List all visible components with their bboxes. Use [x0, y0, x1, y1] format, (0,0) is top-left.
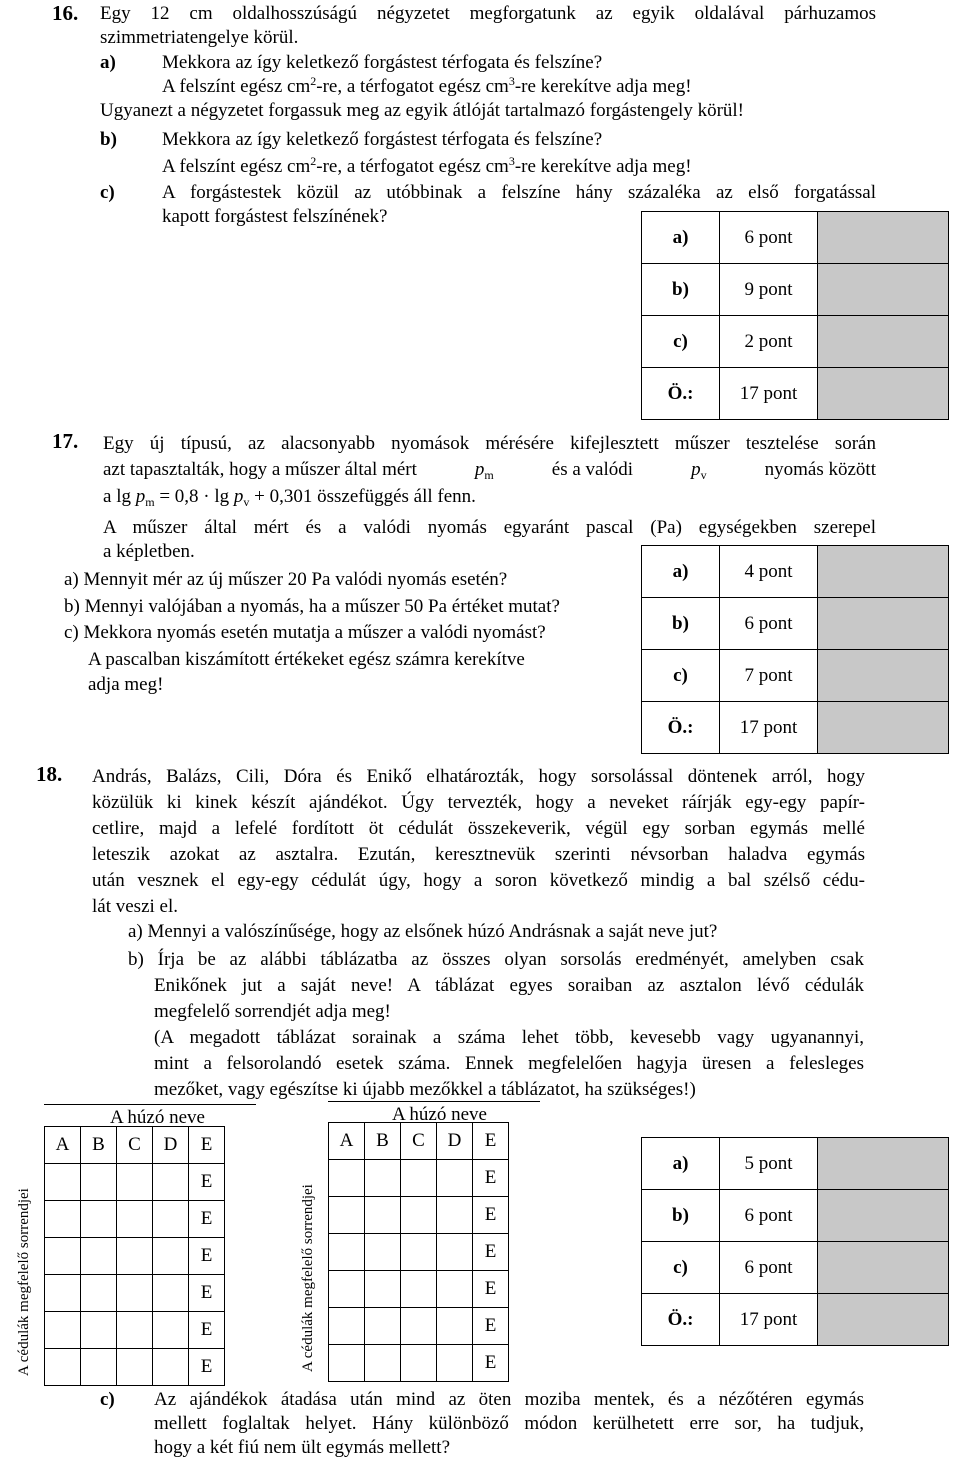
grid-cell[interactable]	[45, 1164, 81, 1201]
p18-line: közülük ki kinek készít ajándékot. Úgy tervezték, hogy a neveket ráírják egy-egy papír-	[92, 792, 865, 813]
grid-cell[interactable]	[117, 1275, 153, 1312]
p16-b-label: b)	[100, 129, 117, 150]
table-header-row	[45, 1127, 225, 1164]
p17-line4: A műszer által mért és a valódi nyomás egyaránt pascal (Pa) egységekben szerepel	[103, 517, 876, 538]
table-row	[329, 1345, 509, 1382]
grid-cell[interactable]	[45, 1275, 81, 1312]
p18-line: cetlire, majd a lefelé fordított öt cédulát összekeverik, végül egy sorban egymás mellé	[92, 818, 865, 839]
grid-cell[interactable]	[329, 1271, 365, 1308]
grid-cell[interactable]	[437, 1308, 473, 1345]
score-value: 17 pont	[720, 1294, 818, 1346]
score-entry-cell	[818, 546, 949, 598]
p16-a-rounding: A felszínt egész $cm^2-re$, a térfogatot egész $cm^3-re$ kerekítve adja meg!	[162, 74, 692, 97]
score-row	[642, 1294, 949, 1346]
p18-b-line: mint a felsorolandó esetek száma. Ennek megfelelően hagyja üresen a felesleges	[154, 1053, 864, 1074]
score-label: b)	[642, 598, 720, 650]
p18-line: lát veszi el.	[92, 896, 178, 917]
grid-cell[interactable]	[329, 1345, 365, 1382]
grid-cell[interactable]	[153, 1164, 189, 1201]
grid-cell-e: E	[473, 1197, 509, 1234]
grid-cell[interactable]	[117, 1312, 153, 1349]
p16-intro-line1: Egy 12 cm oldalhosszúságú négyzetet megforgatunk az egyik oldalával párhuzamos	[100, 3, 876, 24]
grid-cell[interactable]	[81, 1164, 117, 1201]
p17-line2: azt tapasztalták, hogy a műszer által mért $p_m$ és a valódi $p_v$ nyomás között	[103, 459, 876, 482]
grid-cell-e: E	[189, 1201, 225, 1238]
grid-cell-e: E	[473, 1234, 509, 1271]
score-value: 6 pont	[720, 1242, 818, 1294]
grid-cell[interactable]	[81, 1275, 117, 1312]
p17-line5: a képletben.	[103, 541, 195, 562]
problem-17-number: 17.	[52, 429, 79, 453]
table1-grid	[44, 1126, 225, 1386]
grid-cell-e: E	[189, 1312, 225, 1349]
grid-cell[interactable]	[365, 1345, 401, 1382]
score-label: Ö.:	[642, 368, 720, 420]
score-label: a)	[642, 212, 720, 264]
score-entry-cell	[818, 1294, 949, 1346]
table-row	[329, 1271, 509, 1308]
table2-side-label: A cédulák megfelelő sorrendjei	[300, 1184, 316, 1372]
p16-b-rounding: A felszínt egész $cm^2-re$, a térfogatot egész $cm^3-re$ kerekítve adja meg!	[162, 154, 692, 177]
grid-cell[interactable]	[117, 1238, 153, 1275]
grid-cell-e: E	[473, 1160, 509, 1197]
header-cell: E	[473, 1123, 509, 1160]
p18-b-line: (A megadott táblázat sorainak a száma lehet több, kevesebb vagy ugyanannyi,	[154, 1027, 864, 1048]
score-value: 7 pont	[720, 650, 818, 702]
grid-cell-e: E	[189, 1164, 225, 1201]
score-row	[642, 1138, 949, 1190]
grid-cell[interactable]	[45, 1201, 81, 1238]
grid-cell[interactable]	[81, 1312, 117, 1349]
score-value: 6 pont	[720, 1190, 818, 1242]
score-entry-cell	[818, 264, 949, 316]
problem-18-number: 18.	[36, 762, 63, 786]
grid-cell-e: E	[189, 1275, 225, 1312]
p17-note-line2: adja meg!	[88, 674, 164, 695]
p18-b-line: megfelelő sorrendjét adja meg!	[154, 1001, 391, 1022]
grid-cell[interactable]	[401, 1197, 437, 1234]
p16-a-question: Mekkora az így keletkező forgástest térfogata és felszíne?	[162, 52, 603, 73]
grid-cell[interactable]	[401, 1271, 437, 1308]
grid-cell[interactable]	[365, 1308, 401, 1345]
grid-cell[interactable]	[329, 1160, 365, 1197]
p18-b-line: mezőket, vagy egészítse ki újabb mezőkkel a táblázatot, ha szükséges!)	[154, 1079, 696, 1100]
p17-formula: a $\lg p_m = 0,8 \cdot \lg p_v + 0,301$ összefüggés áll fenn.	[103, 486, 476, 509]
p18-a-question: a) Mennyi a valószínűsége, hogy az elsőnek húzó Andrásnak a saját neve jut?	[128, 921, 718, 942]
grid-cell[interactable]	[81, 1349, 117, 1386]
p16-b-question: Mekkora az így keletkező forgástest térfogata és felszíne?	[162, 129, 603, 150]
score-entry-cell	[818, 702, 949, 754]
grid-cell[interactable]	[437, 1271, 473, 1308]
header-cell: C	[401, 1123, 437, 1160]
grid-cell[interactable]	[117, 1201, 153, 1238]
p18-c-label: c)	[100, 1389, 115, 1410]
grid-cell[interactable]	[365, 1197, 401, 1234]
table-row	[45, 1275, 225, 1312]
score-value: 5 pont	[720, 1138, 818, 1190]
score-entry-cell	[818, 1242, 949, 1294]
grid-cell[interactable]	[401, 1308, 437, 1345]
grid-cell[interactable]	[401, 1160, 437, 1197]
p18-c-line: mellett foglaltak helyet. Hány különböző módon kerülhetett erre sor, ha tudjuk,	[154, 1413, 864, 1434]
grid-cell[interactable]	[329, 1308, 365, 1345]
p18-b-line: b) Írja be az alábbi táblázatba az összes olyan sorsolás eredményét, amelyben csak	[128, 949, 864, 970]
score-label: c)	[642, 316, 720, 368]
grid-cell[interactable]	[153, 1349, 189, 1386]
header-cell: A	[45, 1127, 81, 1164]
p17-score-table	[641, 545, 949, 754]
grid-cell[interactable]	[81, 1238, 117, 1275]
p16-score-table	[641, 211, 949, 420]
p18-line: leteszik azokat az asztalra. Ezután, keresztnevük szerinti névsorban haladva egymás	[92, 844, 865, 865]
header-cell: C	[117, 1127, 153, 1164]
grid-cell[interactable]	[365, 1234, 401, 1271]
grid-cell-e: E	[473, 1271, 509, 1308]
p16-c-label: c)	[100, 182, 115, 203]
table1-title: A húzó neve	[110, 1107, 205, 1128]
table-row	[329, 1160, 509, 1197]
grid-cell-e: E	[189, 1349, 225, 1386]
p17-note-line1: A pascalban kiszámított értékeket egész számra kerekítve	[88, 649, 525, 670]
header-cell: D	[153, 1127, 189, 1164]
score-value: 17 pont	[720, 368, 818, 420]
grid-cell-e: E	[473, 1345, 509, 1382]
grid-cell[interactable]	[45, 1238, 81, 1275]
score-value: 17 pont	[720, 702, 818, 754]
header-cell: A	[329, 1123, 365, 1160]
score-row	[642, 1242, 949, 1294]
grid-cell[interactable]	[437, 1234, 473, 1271]
score-entry-cell	[818, 598, 949, 650]
score-row	[642, 368, 949, 420]
grid-cell[interactable]	[45, 1349, 81, 1386]
grid-cell[interactable]	[153, 1312, 189, 1349]
score-row	[642, 598, 949, 650]
table-row	[329, 1234, 509, 1271]
p16-a-label: a)	[100, 52, 116, 73]
header-cell: B	[81, 1127, 117, 1164]
table-row	[45, 1164, 225, 1201]
p17-b-question: b) Mennyi valójában a nyomás, ha a műszer 50 Pa értéket mutat?	[64, 596, 560, 617]
table1-side-label: A cédulák megfelelő sorrendjei	[16, 1188, 32, 1376]
score-entry-cell	[818, 1138, 949, 1190]
p18-c-line: hogy a két fiú nem ült egymás mellett?	[154, 1437, 451, 1458]
score-entry-cell	[818, 368, 949, 420]
score-label: Ö.:	[642, 702, 720, 754]
problem-16-number: 16.	[52, 1, 79, 25]
score-label: a)	[642, 546, 720, 598]
grid-cell[interactable]	[401, 1345, 437, 1382]
table-row	[45, 1238, 225, 1275]
score-label: c)	[642, 650, 720, 702]
score-label: c)	[642, 1242, 720, 1294]
grid-cell[interactable]	[153, 1201, 189, 1238]
table-row	[45, 1349, 225, 1386]
header-cell: E	[189, 1127, 225, 1164]
grid-cell[interactable]	[329, 1234, 365, 1271]
score-row	[642, 702, 949, 754]
grid-cell[interactable]	[437, 1160, 473, 1197]
score-label: a)	[642, 1138, 720, 1190]
score-entry-cell	[818, 650, 949, 702]
header-cell: B	[365, 1123, 401, 1160]
header-cell: D	[437, 1123, 473, 1160]
grid-cell-e: E	[189, 1238, 225, 1275]
score-label: b)	[642, 264, 720, 316]
grid-cell[interactable]	[45, 1312, 81, 1349]
p18-c-line: Az ajándékok átadása után mind az öten moziba mentek, és a nézőtéren egymás	[154, 1389, 864, 1410]
score-row	[642, 650, 949, 702]
p16-c-question-line2: kapott forgástest felszínének?	[162, 206, 388, 227]
grid-cell[interactable]	[365, 1271, 401, 1308]
score-value: 4 pont	[720, 546, 818, 598]
grid-cell[interactable]	[117, 1164, 153, 1201]
grid-cell[interactable]	[153, 1275, 189, 1312]
p17-a-question: a) Mennyit mér az új műszer 20 Pa valódi nyomás esetén?	[64, 569, 508, 590]
p18-b-line: Enikőnek jut a saját neve! A táblázat egyes soraiban az asztalon lévő cédulák	[154, 975, 864, 996]
p16-middle-text: Ugyanezt a négyzetet forgassuk meg az egyik átlóját tartalmazó forgástengely körül!	[100, 100, 744, 121]
table-header-row	[329, 1123, 509, 1160]
p16-intro-line2: szimmetriatengelye körül.	[100, 27, 299, 48]
grid-cell[interactable]	[401, 1234, 437, 1271]
p17-line1: Egy új típusú, az alacsonyabb nyomások mérésére kifejlesztett műszer tesztelése során	[103, 433, 876, 454]
p17-c-question: c) Mekkora nyomás esetén mutatja a műszer a valódi nyomást?	[64, 622, 546, 643]
score-label: b)	[642, 1190, 720, 1242]
p18-line: után vesznek el egy-egy cédulát úgy, hogy a soron következő mindig a bal szélső cédu-	[92, 870, 865, 891]
table-row	[45, 1312, 225, 1349]
score-row	[642, 546, 949, 598]
score-row	[642, 1190, 949, 1242]
p16-c-question-line1: A forgástestek közül az utóbbinak a felszíne hány százaléka az első forgatással	[162, 182, 876, 203]
table-row	[329, 1197, 509, 1234]
grid-cell[interactable]	[437, 1197, 473, 1234]
table2-title: A húzó neve	[392, 1104, 487, 1125]
score-value: 9 pont	[720, 264, 818, 316]
grid-cell[interactable]	[153, 1238, 189, 1275]
score-value: 6 pont	[720, 212, 818, 264]
score-row	[642, 212, 949, 264]
table-row	[329, 1308, 509, 1345]
score-value: 2 pont	[720, 316, 818, 368]
score-entry-cell	[818, 1190, 949, 1242]
table2-grid	[328, 1122, 509, 1382]
p18-score-table	[641, 1137, 949, 1346]
grid-cell[interactable]	[81, 1201, 117, 1238]
grid-cell-e: E	[473, 1308, 509, 1345]
score-entry-cell	[818, 316, 949, 368]
score-label: Ö.:	[642, 1294, 720, 1346]
score-row	[642, 264, 949, 316]
table-row	[45, 1201, 225, 1238]
score-row	[642, 316, 949, 368]
score-entry-cell	[818, 212, 949, 264]
grid-cell[interactable]	[365, 1160, 401, 1197]
p18-line: András, Balázs, Cili, Dóra és Enikő elhatározták, hogy sorsolással döntenek arról, hogy	[92, 766, 865, 787]
grid-cell[interactable]	[117, 1349, 153, 1386]
grid-cell[interactable]	[329, 1197, 365, 1234]
score-value: 6 pont	[720, 598, 818, 650]
grid-cell[interactable]	[437, 1345, 473, 1382]
